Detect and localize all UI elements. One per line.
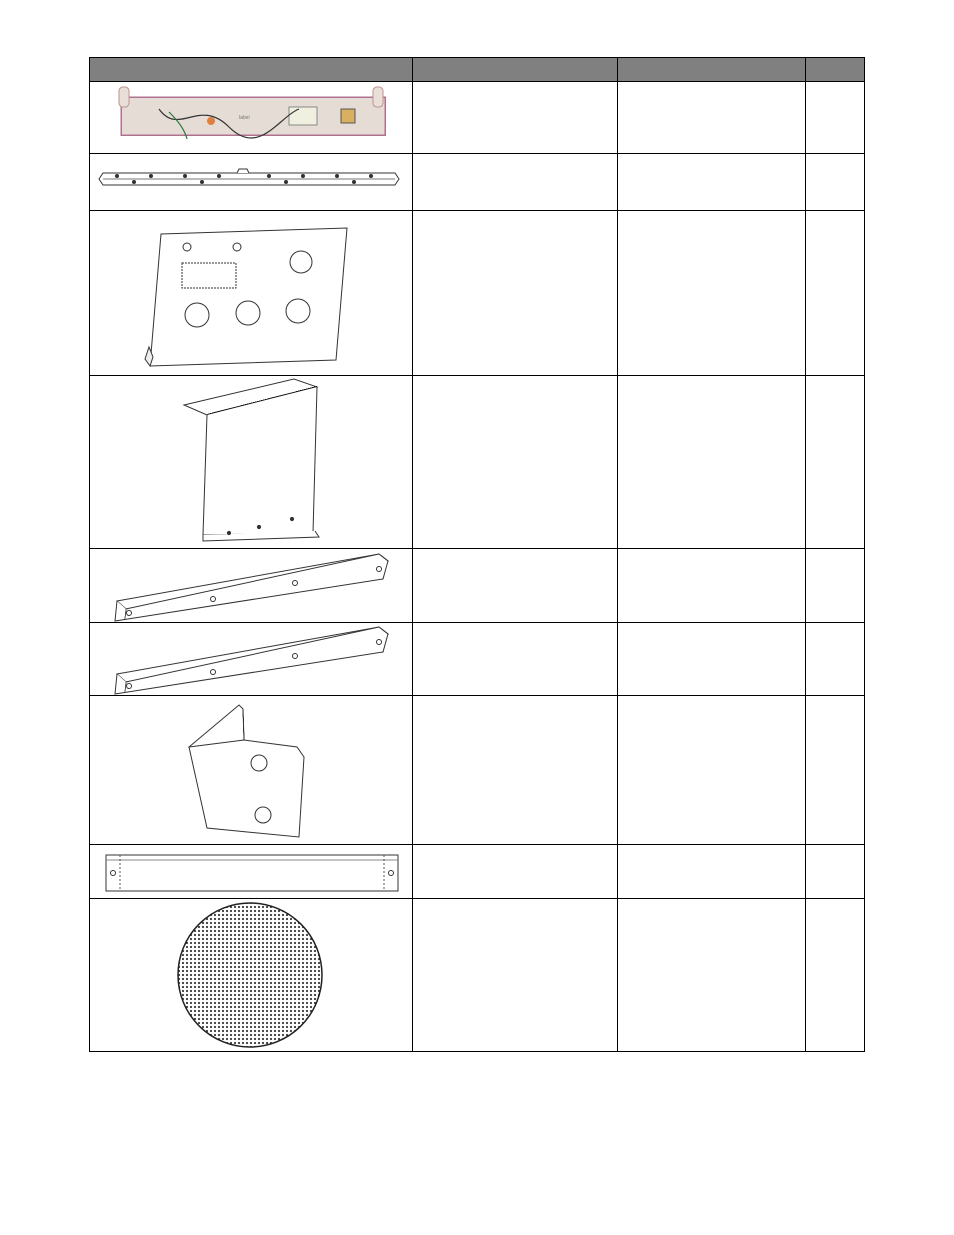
table-row <box>99 169 399 185</box>
table-row <box>119 87 385 139</box>
angle-bracket-b <box>115 627 388 694</box>
parts-table <box>89 57 865 1052</box>
table-row <box>145 228 347 366</box>
table-row <box>178 903 322 1047</box>
flat-bar <box>106 855 398 891</box>
table-row <box>115 627 388 694</box>
table-row <box>106 855 398 891</box>
l-bracket <box>189 705 304 837</box>
ballast-tray-photo <box>119 87 385 139</box>
table-header <box>90 57 865 82</box>
angle-bracket-a <box>115 554 388 621</box>
table-row <box>189 705 304 837</box>
table-grid <box>89 58 865 1053</box>
table-row <box>115 554 388 621</box>
table-row <box>184 379 319 541</box>
round-grille <box>178 903 322 1047</box>
panel-with-holes <box>145 228 347 366</box>
svg-text:label: label <box>239 115 250 121</box>
cover-plate <box>184 379 319 541</box>
perforated-strip <box>99 169 399 185</box>
